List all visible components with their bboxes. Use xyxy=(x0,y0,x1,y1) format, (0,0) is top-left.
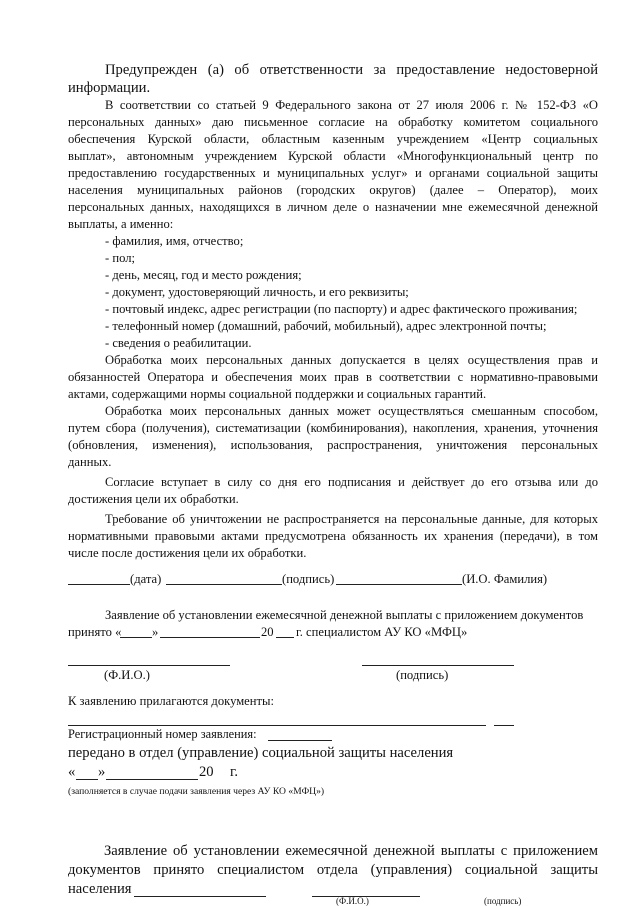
mfc-accepted-year: 20 xyxy=(261,625,274,639)
list-item: - фамилия, имя, отчество; xyxy=(105,234,244,248)
method-line-2: путем сбора (получения), систематизации (комбинирования), накопления, хранения, уточнения xyxy=(68,421,598,435)
name-blank[interactable] xyxy=(336,584,462,585)
validity-line-1: Согласие вступает в силу со дня его подписания и действует до его отзыва или до xyxy=(105,475,598,489)
consent-line-3: обеспечения Курской области, областным казенным учреждением «Центр социальных xyxy=(68,132,598,146)
dept-fio-underline[interactable] xyxy=(134,896,266,897)
method-line-1: Обработка моих персональных данных может осуществляться смешанным способом, xyxy=(105,404,598,418)
consent-line-5: предоставлению государственных и муниципальных услуг» и органами социальной защиты xyxy=(68,166,598,180)
mfc-fio-blank[interactable] xyxy=(68,665,230,666)
transferred-line-1: передано в отдел (управление) социальной защиты населения xyxy=(68,745,454,761)
reg-number-blank[interactable] xyxy=(268,740,332,741)
dept-fio-label: (Ф.И.О.) xyxy=(336,896,369,906)
consent-line-2: персональных данных» даю письменное согласие на обработку комитетом социального xyxy=(68,115,598,129)
consent-line-1: В соответствии со статьей 9 Федерального закона от 27 июля 2006 г. № 152-ФЗ «О xyxy=(105,98,598,112)
transferred-year-suffix: г. xyxy=(230,764,238,780)
method-line-3: (обновления, изменения), использования, распространения, уничтожения персональных xyxy=(68,438,598,452)
name-label: (И.О. Фамилия) xyxy=(462,572,548,586)
purpose-line-2: обязанностей Оператора и обеспечения моих прав в соответствии с нормативно-правовыми xyxy=(68,370,598,384)
mfc-fio-label: (Ф.И.О.) xyxy=(104,668,150,682)
dept-accepted-line-3: населения xyxy=(68,881,132,897)
attached-docs-blank[interactable] xyxy=(68,725,486,726)
transferred-open-quote: « xyxy=(68,764,76,780)
consent-line-6: населения муниципальных районов (городских округов) (далее – Оператор), моих xyxy=(68,183,598,197)
signature-label: (подпись) xyxy=(282,572,335,586)
list-item: - документ, удостоверяющий личность, и его реквизиты; xyxy=(105,285,409,299)
attached-docs-blank-2[interactable] xyxy=(494,725,514,726)
consent-line-7: персональных данных, находящихся в личном деле о назначении мне ежемесячной денежной xyxy=(68,200,598,214)
transferred-note: (заполняется в случае подачи заявления через АУ КО «МФЦ») xyxy=(68,786,325,797)
warning-line-1: Предупрежден (а) об ответственности за предоставление недостоверной xyxy=(105,62,598,78)
list-item: - почтовый индекс, адрес регистрации (по паспорту) и адрес фактического проживания; xyxy=(105,302,578,316)
purpose-line-3: актами, содержащими нормы социальной поддержки и социальных гарантий. xyxy=(68,387,487,401)
transferred-year: 20 xyxy=(199,764,214,780)
transferred-day-blank[interactable] xyxy=(76,779,98,780)
attached-docs-label: К заявлению прилагаются документы: xyxy=(68,694,274,708)
destruction-line-3: числе после достижения цели их обработки. xyxy=(68,546,307,560)
purpose-line-1: Обработка моих персональных данных допускается в целях осуществления прав и xyxy=(105,353,598,367)
consent-line-4: выплат», автономным учреждением Курской области «Многофункциональный центр по xyxy=(68,149,598,163)
mfc-accepted-suffix: г. специалистом АУ КО «МФЦ» xyxy=(296,625,468,639)
dept-accepted-line-1: Заявление об установлении ежемесячной денежной выплаты с приложением xyxy=(104,843,598,859)
mfc-accepted-prefix: принято « xyxy=(68,625,122,639)
transferred-close-quote: » xyxy=(98,764,106,780)
destruction-line-1: Требование об уничтожении не распространяется на персональные данные, для которых xyxy=(105,512,598,526)
mfc-month-blank[interactable] xyxy=(160,637,260,638)
mfc-signature-label: (подпись) xyxy=(396,668,449,682)
list-item: - пол; xyxy=(105,251,135,265)
mfc-accepted-quote: » xyxy=(152,625,159,639)
date-blank[interactable] xyxy=(68,584,130,585)
date-label: (дата) xyxy=(130,572,162,586)
mfc-day-blank[interactable] xyxy=(120,637,152,638)
transferred-month-blank[interactable] xyxy=(106,779,198,780)
reg-number-label: Регистрационный номер заявления: xyxy=(68,727,257,741)
list-item: - сведения о реабилитации. xyxy=(105,336,252,350)
dept-accepted-line-2: документов принято специалистом отдела (управления) социальной защиты xyxy=(68,862,598,878)
dept-signature-label: (подпись) xyxy=(484,896,522,906)
validity-line-2: достижения цели их обработки. xyxy=(68,492,239,506)
signature-blank[interactable] xyxy=(166,584,282,585)
mfc-accepted-line-1: Заявление об установлении ежемесячной денежной выплаты с приложением документов xyxy=(105,608,584,622)
list-item: - день, месяц, год и место рождения; xyxy=(105,268,302,282)
warning-line-2: информации. xyxy=(68,80,151,96)
list-item: - телефонный номер (домашний, рабочий, мобильный), адрес электронной почты; xyxy=(105,319,547,333)
consent-line-8: выплаты, а именно: xyxy=(68,217,174,231)
mfc-year-blank[interactable] xyxy=(276,637,294,638)
mfc-signature-blank[interactable] xyxy=(362,665,514,666)
method-line-4: данных. xyxy=(68,455,112,469)
destruction-line-2: нормативными правовыми актами предусмотрена обязанность их хранения (передачи), в том xyxy=(68,529,598,543)
